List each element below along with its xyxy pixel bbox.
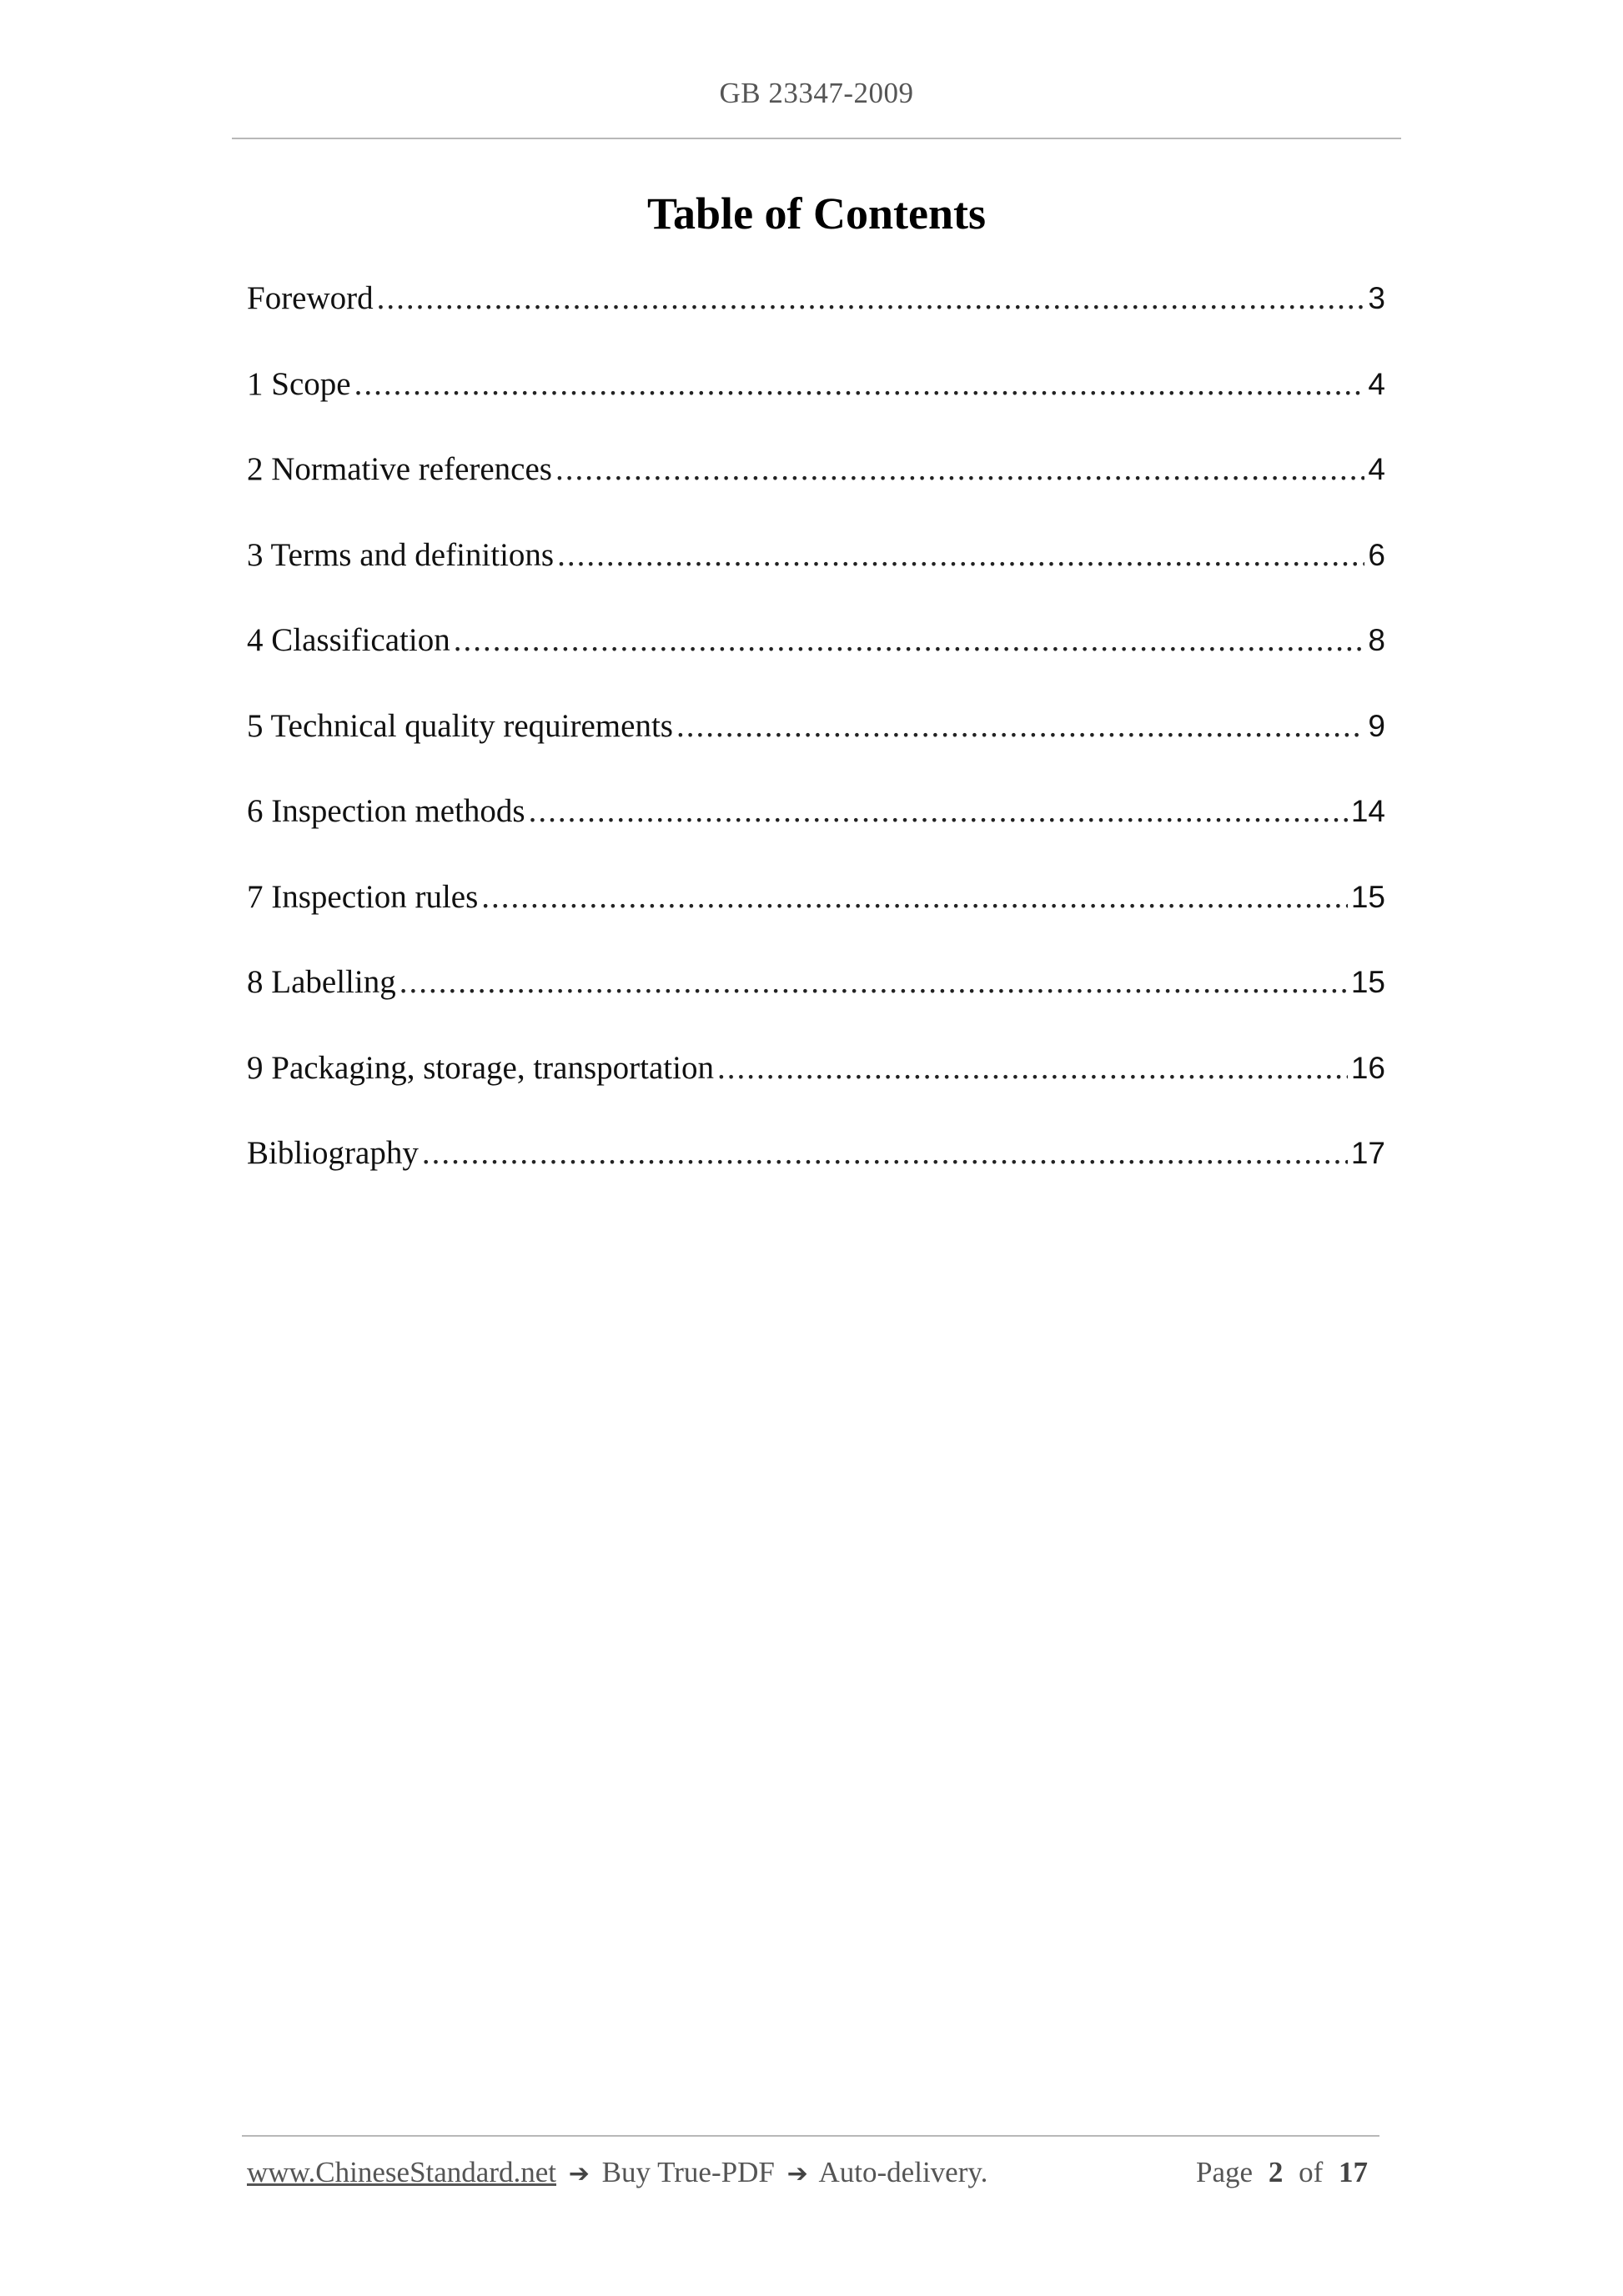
toc-entry-page: 3 <box>1368 281 1385 315</box>
toc-title: Table of Contents <box>646 188 987 239</box>
dot-leader <box>557 536 1364 574</box>
page-of-word: of <box>1299 2156 1324 2188</box>
toc-entry-page: 14 <box>1350 794 1385 828</box>
toc-entry-label: 8 Labelling <box>247 964 396 1000</box>
toc-entry-labelling[interactable] <box>247 963 1385 1049</box>
toc-entry-normative-references[interactable] <box>247 450 1385 536</box>
dot-leader <box>377 279 1365 317</box>
buy-true-pdf-text: Buy True-PDF <box>601 2156 775 2188</box>
toc-entry-label: 6 Inspection methods <box>247 793 525 829</box>
dot-leader <box>454 621 1365 659</box>
toc-entry-scope[interactable] <box>247 365 1385 451</box>
page-indicator <box>1196 2156 1376 2189</box>
toc-entry-label: Foreword <box>247 280 374 316</box>
page-word: Page <box>1196 2156 1254 2188</box>
dot-leader <box>717 1049 1348 1087</box>
toc-entry-page: 15 <box>1350 879 1385 914</box>
toc-entry-label: Bibliography <box>247 1135 419 1171</box>
toc-entry-inspection-rules[interactable] <box>247 878 1385 964</box>
right-arrow-icon: ➔ <box>786 2159 808 2188</box>
dot-leader <box>529 792 1348 830</box>
toc-entry-page: 4 <box>1368 452 1385 486</box>
site-link[interactable]: www.ChineseStandard.net <box>247 2156 556 2188</box>
toc-entry-page: 15 <box>1350 965 1385 999</box>
toc-entry-classification[interactable] <box>247 621 1385 707</box>
toc-entry-page: 16 <box>1350 1050 1385 1085</box>
toc-entry-page: 6 <box>1368 537 1385 572</box>
dot-leader <box>422 1134 1348 1172</box>
toc-entry-label: 2 Normative references <box>247 451 552 487</box>
toc-entry-bibliography[interactable] <box>247 1134 1385 1220</box>
toc-entry-terms-and-definitions[interactable] <box>247 536 1385 622</box>
toc-entry-page: 8 <box>1368 623 1385 657</box>
toc-entry-packaging-storage-transportation[interactable] <box>247 1049 1385 1135</box>
page-footer <box>247 2156 1376 2189</box>
auto-delivery-text: Auto-delivery. <box>818 2156 988 2188</box>
toc-entry-label: 4 Classification <box>247 622 450 658</box>
footer-promo <box>247 2156 987 2189</box>
current-page-number: 2 <box>1268 2156 1284 2188</box>
header-divider <box>232 138 1401 139</box>
dot-leader <box>676 707 1364 745</box>
dot-leader <box>399 963 1348 1001</box>
page-header: GB 23347-2009 <box>719 77 914 109</box>
toc-entry-technical-quality-requirements[interactable] <box>247 707 1385 793</box>
right-arrow-icon: ➔ <box>568 2159 590 2188</box>
toc-entry-label: 5 Technical quality requirements <box>247 707 673 744</box>
dot-leader <box>555 450 1364 488</box>
toc-entry-label: 1 Scope <box>247 365 351 402</box>
toc-entry-page: 4 <box>1368 366 1385 401</box>
toc-entry-foreword[interactable] <box>247 279 1385 365</box>
toc-entry-inspection-methods[interactable] <box>247 792 1385 878</box>
toc-entry-label: 7 Inspection rules <box>247 878 479 915</box>
footer-divider <box>242 2135 1379 2137</box>
toc-entry-page: 17 <box>1350 1136 1385 1170</box>
total-page-number: 17 <box>1339 2156 1368 2188</box>
toc-entry-label: 9 Packaging, storage, transportation <box>247 1049 714 1086</box>
dot-leader <box>354 365 1365 403</box>
toc-entry-page: 9 <box>1368 708 1385 743</box>
dot-leader <box>481 878 1348 916</box>
toc-list <box>247 279 1385 1220</box>
toc-entry-label: 3 Terms and definitions <box>247 536 555 573</box>
